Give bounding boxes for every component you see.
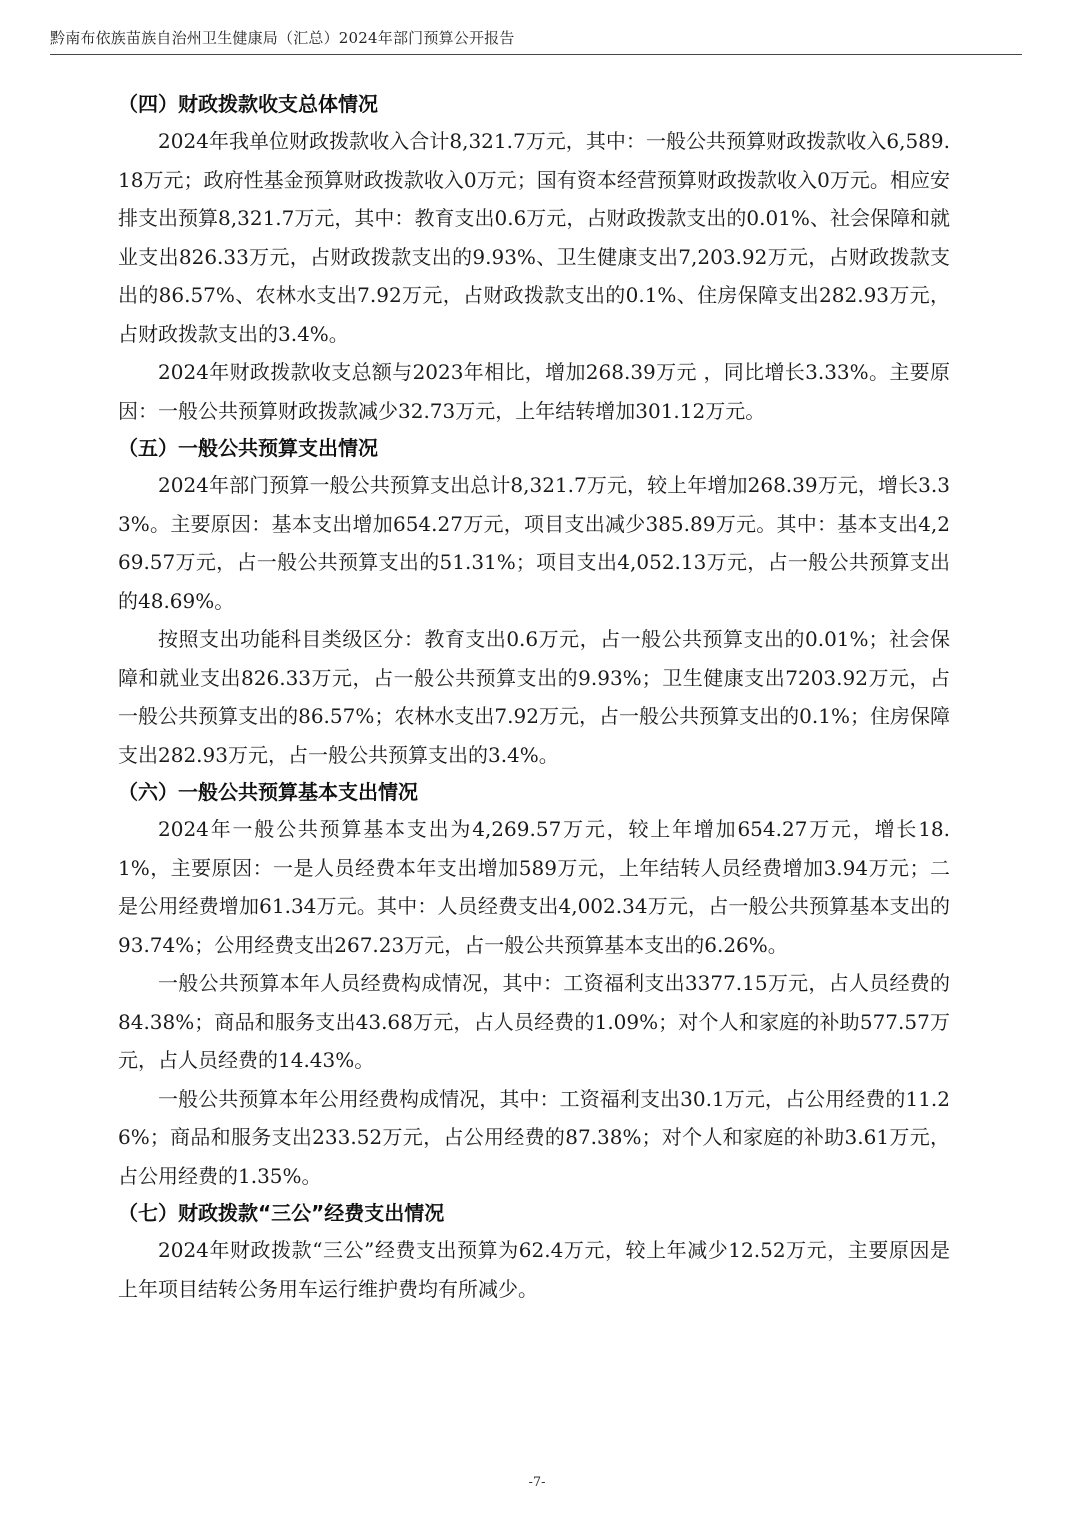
section-heading: （五）一般公共预算支出情况	[118, 436, 378, 460]
section-6-basic-expenditure	[118, 774, 950, 1195]
section-5-general-budget-expenditure	[118, 430, 950, 774]
section-heading: （六）一般公共预算基本支出情况	[118, 780, 418, 804]
section-4-fiscal-appropriation-overview	[118, 86, 950, 430]
paragraph: 2024年财政拨款收支总额与2023年相比，增加268.39万元 ，同比增长3.33%。主要原因：一般公共预算财政拨款减少32.73万元，上年结转增加301.12万元。	[118, 360, 950, 423]
paragraph: 按照支出功能科目类级区分：教育支出0.6万元，占一般公共预算支出的0.01%；社会保障和就业支出826.33万元，占一般公共预算支出的9.93%；卫生健康支出7203.92万元，占一般公共预算支出的86.57%；农林水支出7.92万元，占一般公共预算支出的0.1%；住房保障支出282.93万元，占一般公共预算支出的3.4%。	[118, 627, 950, 767]
paragraph: 2024年财政拨款“三公”经费支出预算为62.4万元，较上年减少12.52万元，主要原因是上年项目结转公务用车运行维护费均有所减少。	[118, 1238, 950, 1301]
section-7-three-public-expenses	[118, 1195, 950, 1308]
page-number: -7-	[528, 1475, 546, 1490]
paragraph: 一般公共预算本年公用经费构成情况，其中：工资福利支出30.1万元，占公用经费的11.26%；商品和服务支出233.52万元，占公用经费的87.38%；对个人和家庭的补助3.61万元，占公用经费的1.35%。	[118, 1086, 950, 1188]
paragraph: 2024年我单位财政拨款收入合计8,321.7万元，其中：一般公共预算财政拨款收入6,589.18万元；政府性基金预算财政拨款收入0万元；国有资本经营预算财政拨款收入0万元。相应安排支出预算8,321.7万元，其中：教育支出0.6万元，占财政拨款支出的0.01%、社会保障和就业支出826.33万元，占财政拨款支出的9.93%、卫生健康支出7,203.92万元，占财政拨款支出的86.57%、农林水支出7.92万元，占财政拨款支出的0.1%、住房保障支出282.93万元，占财政拨款支出的3.4%。	[118, 129, 950, 346]
paragraph: 2024年部门预算一般公共预算支出总计8,321.7万元，较上年增加268.39万元，增长3.33%。主要原因：基本支出增加654.27万元，项目支出减少385.89万元。其中：基本支出4,269.57万元，占一般公共预算支出的51.31%；项目支出4,052.13万元，占一般公共预算支出的48.69%。	[118, 473, 950, 613]
section-heading: （四）财政拨款收支总体情况	[118, 92, 378, 116]
header-divider	[50, 54, 1022, 55]
running-header: 黔南布依族苗族自治州卫生健康局（汇总）2024年部门预算公开报告	[50, 29, 515, 47]
paragraph: 一般公共预算本年人员经费构成情况，其中：工资福利支出3377.15万元，占人员经费的84.38%；商品和服务支出43.68万元，占人员经费的1.09%；对个人和家庭的补助577.57万元，占人员经费的14.43%。	[118, 971, 950, 1072]
paragraph: 2024年一般公共预算基本支出为4,269.57万元，较上年增加654.27万元，增长18.1%，主要原因：一是人员经费本年支出增加589万元，上年结转人员经费增加3.94万元；二是公用经费增加61.34万元。其中：人员经费支出4,002.34万元，占一般公共预算基本支出的93.74%；公用经费支出267.23万元，占一般公共预算基本支出的6.26%。	[118, 817, 950, 957]
section-heading: （七）财政拨款“三公”经费支出情况	[118, 1201, 445, 1225]
main-content	[118, 86, 950, 1308]
